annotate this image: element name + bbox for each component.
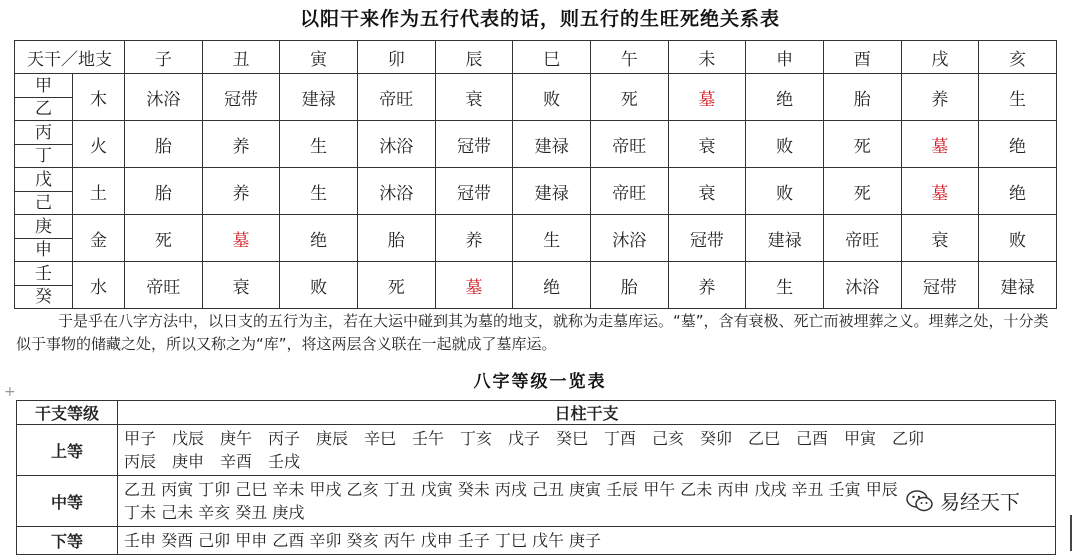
branch-header: 子 <box>125 41 203 74</box>
stage-cell: 胎 <box>125 168 203 215</box>
watermark <box>900 484 1026 517</box>
pillars-line-1: 壬申 癸酉 己卯 甲申 乙酉 辛卯 癸亥 丙午 戊申 壬子 丁巳 戊午 庚子 <box>124 531 602 550</box>
grade-pillars <box>118 527 1056 555</box>
stage-cell: 帝旺 <box>590 121 668 168</box>
grade-label: 下等 <box>17 527 118 555</box>
element-cell: 火 <box>73 121 125 168</box>
element-cell: 水 <box>73 262 125 309</box>
stage-cell: 败 <box>513 74 591 121</box>
stage-cell: 沐浴 <box>357 168 435 215</box>
branch-header: 亥 <box>979 41 1057 74</box>
grade-pillars <box>118 425 1056 476</box>
branch-header: 戌 <box>901 41 979 74</box>
stage-cell: 建禄 <box>513 168 591 215</box>
stem-bottom: 乙 <box>35 98 52 119</box>
stage-cell: 胎 <box>357 215 435 262</box>
stage-cell: 养 <box>202 168 280 215</box>
pillars-line-1: 乙丑 丙寅 丁卯 己巳 辛未 甲戌 乙亥 丁丑 戊寅 癸未 丙戌 己丑 庚寅 壬辰 甲午 乙未 丙申 戊戌 辛丑 壬寅 甲辰 <box>124 480 898 499</box>
stage-cell: 生 <box>280 121 358 168</box>
pillars-line-2: 丁未 己未 辛亥 癸丑 庚戌 <box>124 503 305 522</box>
stem-top: 庚 <box>15 216 72 239</box>
stage-cell: 帝旺 <box>823 215 901 262</box>
stem-cell <box>15 74 73 121</box>
table-row <box>15 168 1057 215</box>
stem-top: 丙 <box>15 122 72 145</box>
stage-cell: 衰 <box>202 262 280 309</box>
corner-header: 天干／地支 <box>15 41 125 74</box>
stage-cell: 沐浴 <box>125 74 203 121</box>
stage-cell: 养 <box>668 262 746 309</box>
stage-cell: 冠带 <box>202 74 280 121</box>
stage-cell: 死 <box>125 215 203 262</box>
wechat-icon <box>906 490 934 512</box>
table-row <box>15 262 1057 309</box>
element-cell: 木 <box>73 74 125 121</box>
stem-top: 壬 <box>15 263 72 286</box>
table-row <box>15 215 1057 262</box>
stage-cell: 胎 <box>125 121 203 168</box>
stage-cell: 衰 <box>668 121 746 168</box>
branch-header: 巳 <box>513 41 591 74</box>
stage-cell: 墓 <box>901 168 979 215</box>
stem-top: 甲 <box>15 75 72 98</box>
stage-cell: 帝旺 <box>125 262 203 309</box>
grade-table-header <box>17 401 1056 425</box>
branch-header: 辰 <box>435 41 513 74</box>
table-header-row <box>15 41 1057 74</box>
watermark-text: 易经天下 <box>940 490 1020 514</box>
stage-cell: 绝 <box>280 215 358 262</box>
stem-bottom: 丁 <box>35 145 52 166</box>
stage-cell: 死 <box>823 121 901 168</box>
stage-cell: 生 <box>513 215 591 262</box>
stage-cell: 衰 <box>901 215 979 262</box>
stage-cell: 建禄 <box>280 74 358 121</box>
stage-cell: 绝 <box>979 168 1057 215</box>
stage-cell: 败 <box>280 262 358 309</box>
stage-cell: 帝旺 <box>590 168 668 215</box>
grade-header-label: 干支等级 <box>17 401 118 425</box>
branch-header: 未 <box>668 41 746 74</box>
stage-cell: 胎 <box>590 262 668 309</box>
edge-line <box>1070 515 1072 551</box>
stage-cell: 冠带 <box>901 262 979 309</box>
grade-row <box>17 425 1056 476</box>
stage-cell: 死 <box>590 74 668 121</box>
wuxing-table <box>14 40 1057 309</box>
stage-cell: 养 <box>202 121 280 168</box>
stage-cell: 建禄 <box>513 121 591 168</box>
stage-cell: 建禄 <box>979 262 1057 309</box>
table-row <box>15 74 1057 121</box>
stage-cell: 死 <box>357 262 435 309</box>
stage-cell: 养 <box>901 74 979 121</box>
branch-header: 午 <box>590 41 668 74</box>
stage-cell: 绝 <box>746 74 824 121</box>
stem-bottom: 申 <box>35 239 52 260</box>
stage-cell: 生 <box>979 74 1057 121</box>
stage-cell: 败 <box>746 168 824 215</box>
stage-cell: 衰 <box>435 74 513 121</box>
stage-cell: 冠带 <box>668 215 746 262</box>
stem-cell <box>15 168 73 215</box>
element-cell: 金 <box>73 215 125 262</box>
branch-header: 丑 <box>202 41 280 74</box>
stem-top: 戊 <box>15 169 72 192</box>
page-title: 以阳干来作为五行代表的话，则五行的生旺死绝关系表 <box>299 8 780 30</box>
explanation-paragraph: 于是乎在八字方法中，以日支的五行为主，若在大运中碰到其为墓的地支，就称为走墓库运。“墓”，含有衰极、死亡而被埋葬之义。埋葬之处，十分类似于事物的储藏之处，所以又称之为“库”，将这两层含义联在一起就成了墓库运。 <box>16 312 1049 353</box>
table-row <box>15 121 1057 168</box>
stage-cell: 败 <box>746 121 824 168</box>
branch-header: 寅 <box>280 41 358 74</box>
stem-bottom: 己 <box>35 192 52 213</box>
stem-cell <box>15 121 73 168</box>
stage-cell: 沐浴 <box>357 121 435 168</box>
stage-cell: 生 <box>746 262 824 309</box>
grade-row <box>17 527 1056 555</box>
grade-label: 中等 <box>17 476 118 527</box>
stage-cell: 建禄 <box>746 215 824 262</box>
grade-table <box>16 400 1056 555</box>
stage-cell: 墓 <box>202 215 280 262</box>
stage-cell: 墓 <box>435 262 513 309</box>
stem-bottom: 癸 <box>35 286 52 307</box>
stage-cell: 帝旺 <box>357 74 435 121</box>
pillars-line-2: 丙辰 庚申 辛酉 壬戌 <box>124 452 301 471</box>
element-cell: 土 <box>73 168 125 215</box>
stem-cell <box>15 262 73 309</box>
stage-cell: 沐浴 <box>823 262 901 309</box>
stage-cell: 绝 <box>513 262 591 309</box>
plus-mark: + <box>4 384 16 400</box>
grade-label: 上等 <box>17 425 118 476</box>
stage-cell: 败 <box>979 215 1057 262</box>
stage-cell: 墓 <box>901 121 979 168</box>
stage-cell: 冠带 <box>435 121 513 168</box>
stage-cell: 生 <box>280 168 358 215</box>
stage-cell: 养 <box>435 215 513 262</box>
branch-header: 卯 <box>357 41 435 74</box>
branch-header: 申 <box>746 41 824 74</box>
stem-cell <box>15 215 73 262</box>
grade-header-value: 日柱干支 <box>118 401 1056 425</box>
stage-cell: 沐浴 <box>590 215 668 262</box>
stage-cell: 死 <box>823 168 901 215</box>
stage-cell: 胎 <box>823 74 901 121</box>
branch-header: 酉 <box>823 41 901 74</box>
stage-cell: 衰 <box>668 168 746 215</box>
grade-table-title: 八字等级一览表 <box>473 372 607 392</box>
pillars-line-1: 甲子 戊辰 庚午 丙子 庚辰 辛巳 壬午 丁亥 戊子 癸巳 丁酉 己亥 癸卯 乙巳 己酉 甲寅 乙卯 <box>124 429 925 448</box>
stage-cell: 冠带 <box>435 168 513 215</box>
stage-cell: 墓 <box>668 74 746 121</box>
stage-cell: 绝 <box>979 121 1057 168</box>
